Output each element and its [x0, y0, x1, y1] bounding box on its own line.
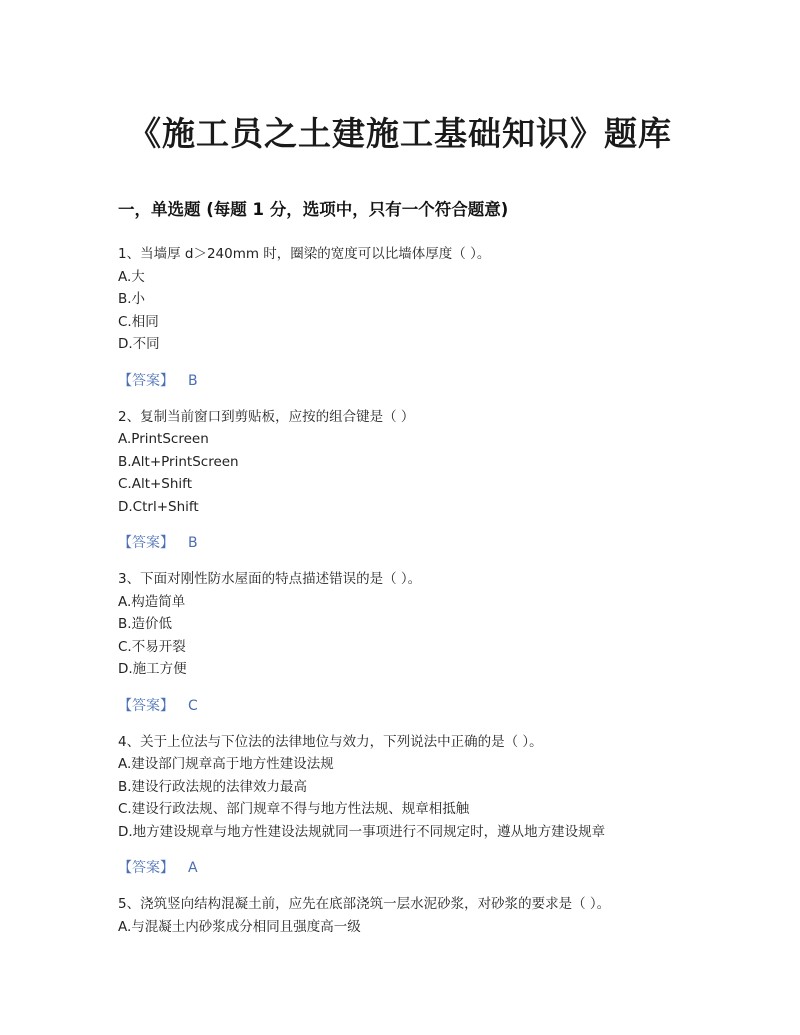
question-option: A.构造简单 — [118, 593, 186, 610]
question-option: D.地方建设规章与地方性建设法规就同一事项进行不同规定时，遵从地方建设规章 — [118, 823, 606, 840]
question-2 — [118, 406, 758, 555]
answer-label: 【答案】 — [118, 697, 174, 714]
question-stem: 3、下面对刚性防水屋面的特点描述错误的是（ ）。 — [118, 571, 422, 587]
question-option: B.造价低 — [118, 616, 173, 632]
answer-line — [118, 695, 758, 717]
question-option: B.小 — [118, 291, 146, 307]
question-option: A.PrintScreen — [118, 431, 209, 447]
question-option: C.建设行政法规、部门规章不得与地方性法规、规章相抵触 — [118, 801, 470, 817]
question-3 — [118, 568, 758, 717]
section-heading: 一，单选题 (每题 1 分，选项中，只有一个符合题意) — [118, 200, 509, 219]
question-option: D.不同 — [118, 336, 160, 352]
question-option: D.Ctrl+Shift — [118, 498, 199, 515]
answer-value: B — [188, 535, 198, 551]
question-stem: 2、复制当前窗口到剪贴板，应按的组合键是（ ） — [118, 408, 415, 425]
answer-value: A — [188, 860, 198, 876]
answer-label: 【答案】 — [118, 372, 174, 389]
answer-label: 【答案】 — [118, 535, 174, 551]
question-option: B.建设行政法规的法律效力最高 — [118, 778, 308, 795]
question-list — [118, 243, 758, 938]
question-stem: 5、浇筑竖向结构混凝土前，应先在底部浇筑一层水泥砂浆，对砂浆的要求是（ ）。 — [118, 896, 611, 912]
question-option: C.Alt+Shift — [118, 476, 192, 492]
question-1 — [118, 243, 758, 392]
answer-value: C — [188, 697, 198, 714]
question-5 — [118, 893, 758, 938]
document-title: 《施工员之土建施工基础知识》题库 — [128, 114, 672, 153]
answer-line — [118, 857, 758, 879]
question-option: C.相同 — [118, 313, 159, 330]
answer-label: 【答案】 — [118, 860, 174, 876]
question-option: A.建设部门规章高于地方性建设法规 — [118, 756, 334, 772]
question-stem: 4、关于上位法与下位法的法律地位与效力，下列说法中正确的是（ ）。 — [118, 733, 543, 750]
question-option: C.不易开裂 — [118, 638, 186, 655]
question-stem: 1、当墙厚 d＞240mm 时，圈梁的宽度可以比墙体厚度（ ）。 — [118, 246, 491, 262]
answer-line — [118, 370, 758, 392]
question-option: A.大 — [118, 268, 145, 285]
question-option: D.施工方便 — [118, 661, 187, 677]
question-4 — [118, 731, 758, 880]
question-option: A.与混凝土内砂浆成分相同且强度高一级 — [118, 918, 361, 935]
answer-value: B — [188, 372, 198, 389]
answer-line — [118, 532, 758, 554]
question-option: B.Alt+PrintScreen — [118, 453, 239, 470]
